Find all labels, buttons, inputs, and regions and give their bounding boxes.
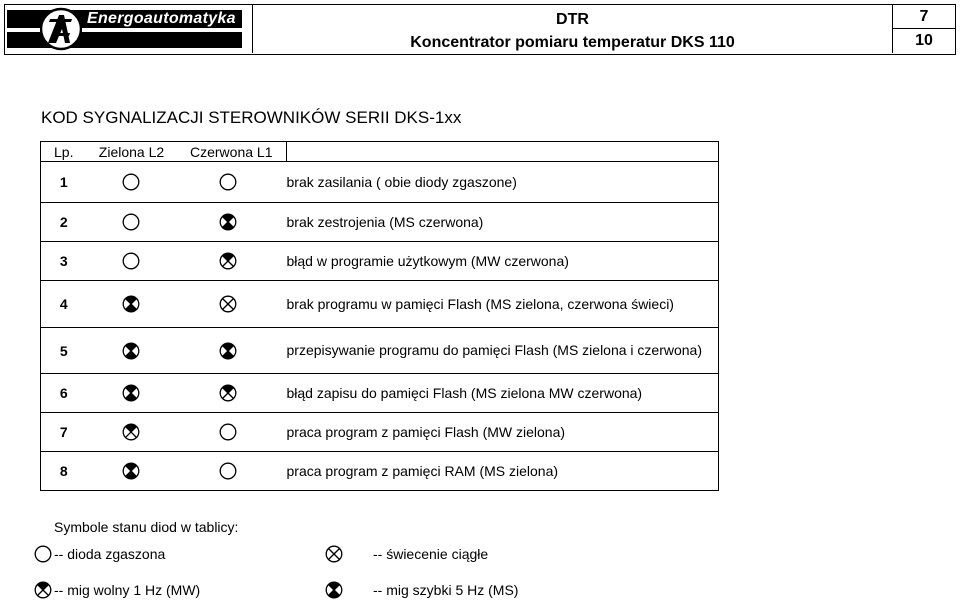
document-title-block [253,5,893,53]
row-description: brak zestrojenia (MS czerwona) [287,203,719,242]
green-diode-cell [87,328,177,374]
document-title: Koncentrator pomiaru temperatur DKS 110 [410,34,735,51]
legend-label: -- świecenie ciągłe [373,546,489,562]
row-number: 2 [41,203,87,242]
row-number: 3 [41,242,87,281]
green-diode-cell [87,203,177,242]
diode-fast-blink-icon [122,342,140,360]
green-diode-cell [87,162,177,203]
legend-item-slow [34,581,200,599]
red-diode-cell [177,162,287,203]
row-number: 5 [41,328,87,374]
table-row [41,242,719,281]
diode-off-icon [122,213,140,231]
diode-slow-blink-icon [219,384,237,402]
row-description: błąd w programie użytkowym (MW czerwona) [287,242,719,281]
green-diode-cell [87,242,177,281]
company-logo [5,5,253,53]
red-diode-cell [177,452,287,491]
legend-label: -- mig wolny 1 Hz (MW) [54,582,201,598]
diode-slow-blink-icon [219,252,237,270]
diode-steady-icon [325,545,343,563]
legend-item-fast [325,581,518,599]
section-title: KOD SYGNALIZACJI STEROWNIKÓW SERII DKS-1xx [41,108,462,127]
green-diode-cell [87,374,177,413]
diode-off-icon [122,252,140,270]
row-number: 8 [41,452,87,491]
diode-fast-blink-icon [122,295,140,313]
diode-off-icon [34,545,52,563]
table-row [41,203,719,242]
column-header-lp: Lp. [41,142,87,162]
diode-fast-blink-icon [325,581,343,599]
red-diode-cell [177,374,287,413]
row-description: przepisywanie programu do pamięci Flash (MS zielona i czerwona) [287,328,719,374]
diode-off-icon [122,173,140,191]
diode-off-icon [219,173,237,191]
row-description: brak zasilania ( obie diody zgaszone) [287,162,719,203]
row-description: praca program z pamięci Flash (MW zielona) [287,413,719,452]
diode-fast-blink-icon [219,342,237,360]
row-number: 6 [41,374,87,413]
diode-slow-blink-icon [122,423,140,441]
legend-label: -- mig szybki 5 Hz (MS) [373,582,519,598]
diode-fast-blink-icon [219,213,237,231]
table-header-row [41,142,719,162]
row-description: praca program z pamięci RAM (MS zielona) [287,452,719,491]
red-diode-cell [177,413,287,452]
column-header-description [287,142,719,162]
diode-steady-icon [219,295,237,313]
row-description: brak programu w pamięci Flash (MS zielona, czerwona świeci) [287,281,719,328]
diode-off-icon [219,462,237,480]
table-row [41,162,719,203]
table-row [41,374,719,413]
diode-off-icon [219,423,237,441]
signal-code-table [40,141,719,491]
green-diode-cell [87,413,177,452]
page-current: 7 [893,5,955,29]
row-number: 1 [41,162,87,203]
page-total: 10 [915,32,933,49]
row-number: 7 [41,413,87,452]
row-description: błąd zapisu do pamięci Flash (MS zielona MW czerwona) [287,374,719,413]
legend-item-steady [325,545,488,563]
diode-slow-blink-icon [34,581,52,599]
green-diode-cell [87,452,177,491]
red-diode-cell [177,242,287,281]
diode-fast-blink-icon [122,384,140,402]
document-header [4,4,956,55]
document-code: DTR [556,11,589,28]
column-header-green: Zielona L2 [87,142,177,162]
legend-title: Symbole stanu diod w tablicy: [54,519,239,535]
table-row [41,328,719,374]
table-row [41,452,719,491]
red-diode-cell [177,281,287,328]
company-name: Energoautomatyka [87,10,236,27]
legend-label: -- dioda zgaszona [54,546,166,562]
column-header-red: Czerwona L1 [177,142,287,162]
page-numbers [893,5,955,53]
red-diode-cell [177,203,287,242]
company-emblem-icon [40,7,82,51]
row-number: 4 [41,281,87,328]
diode-fast-blink-icon [122,462,140,480]
green-diode-cell [87,281,177,328]
table-row [41,281,719,328]
table-row [41,413,719,452]
legend-item-off [34,545,165,563]
red-diode-cell [177,328,287,374]
